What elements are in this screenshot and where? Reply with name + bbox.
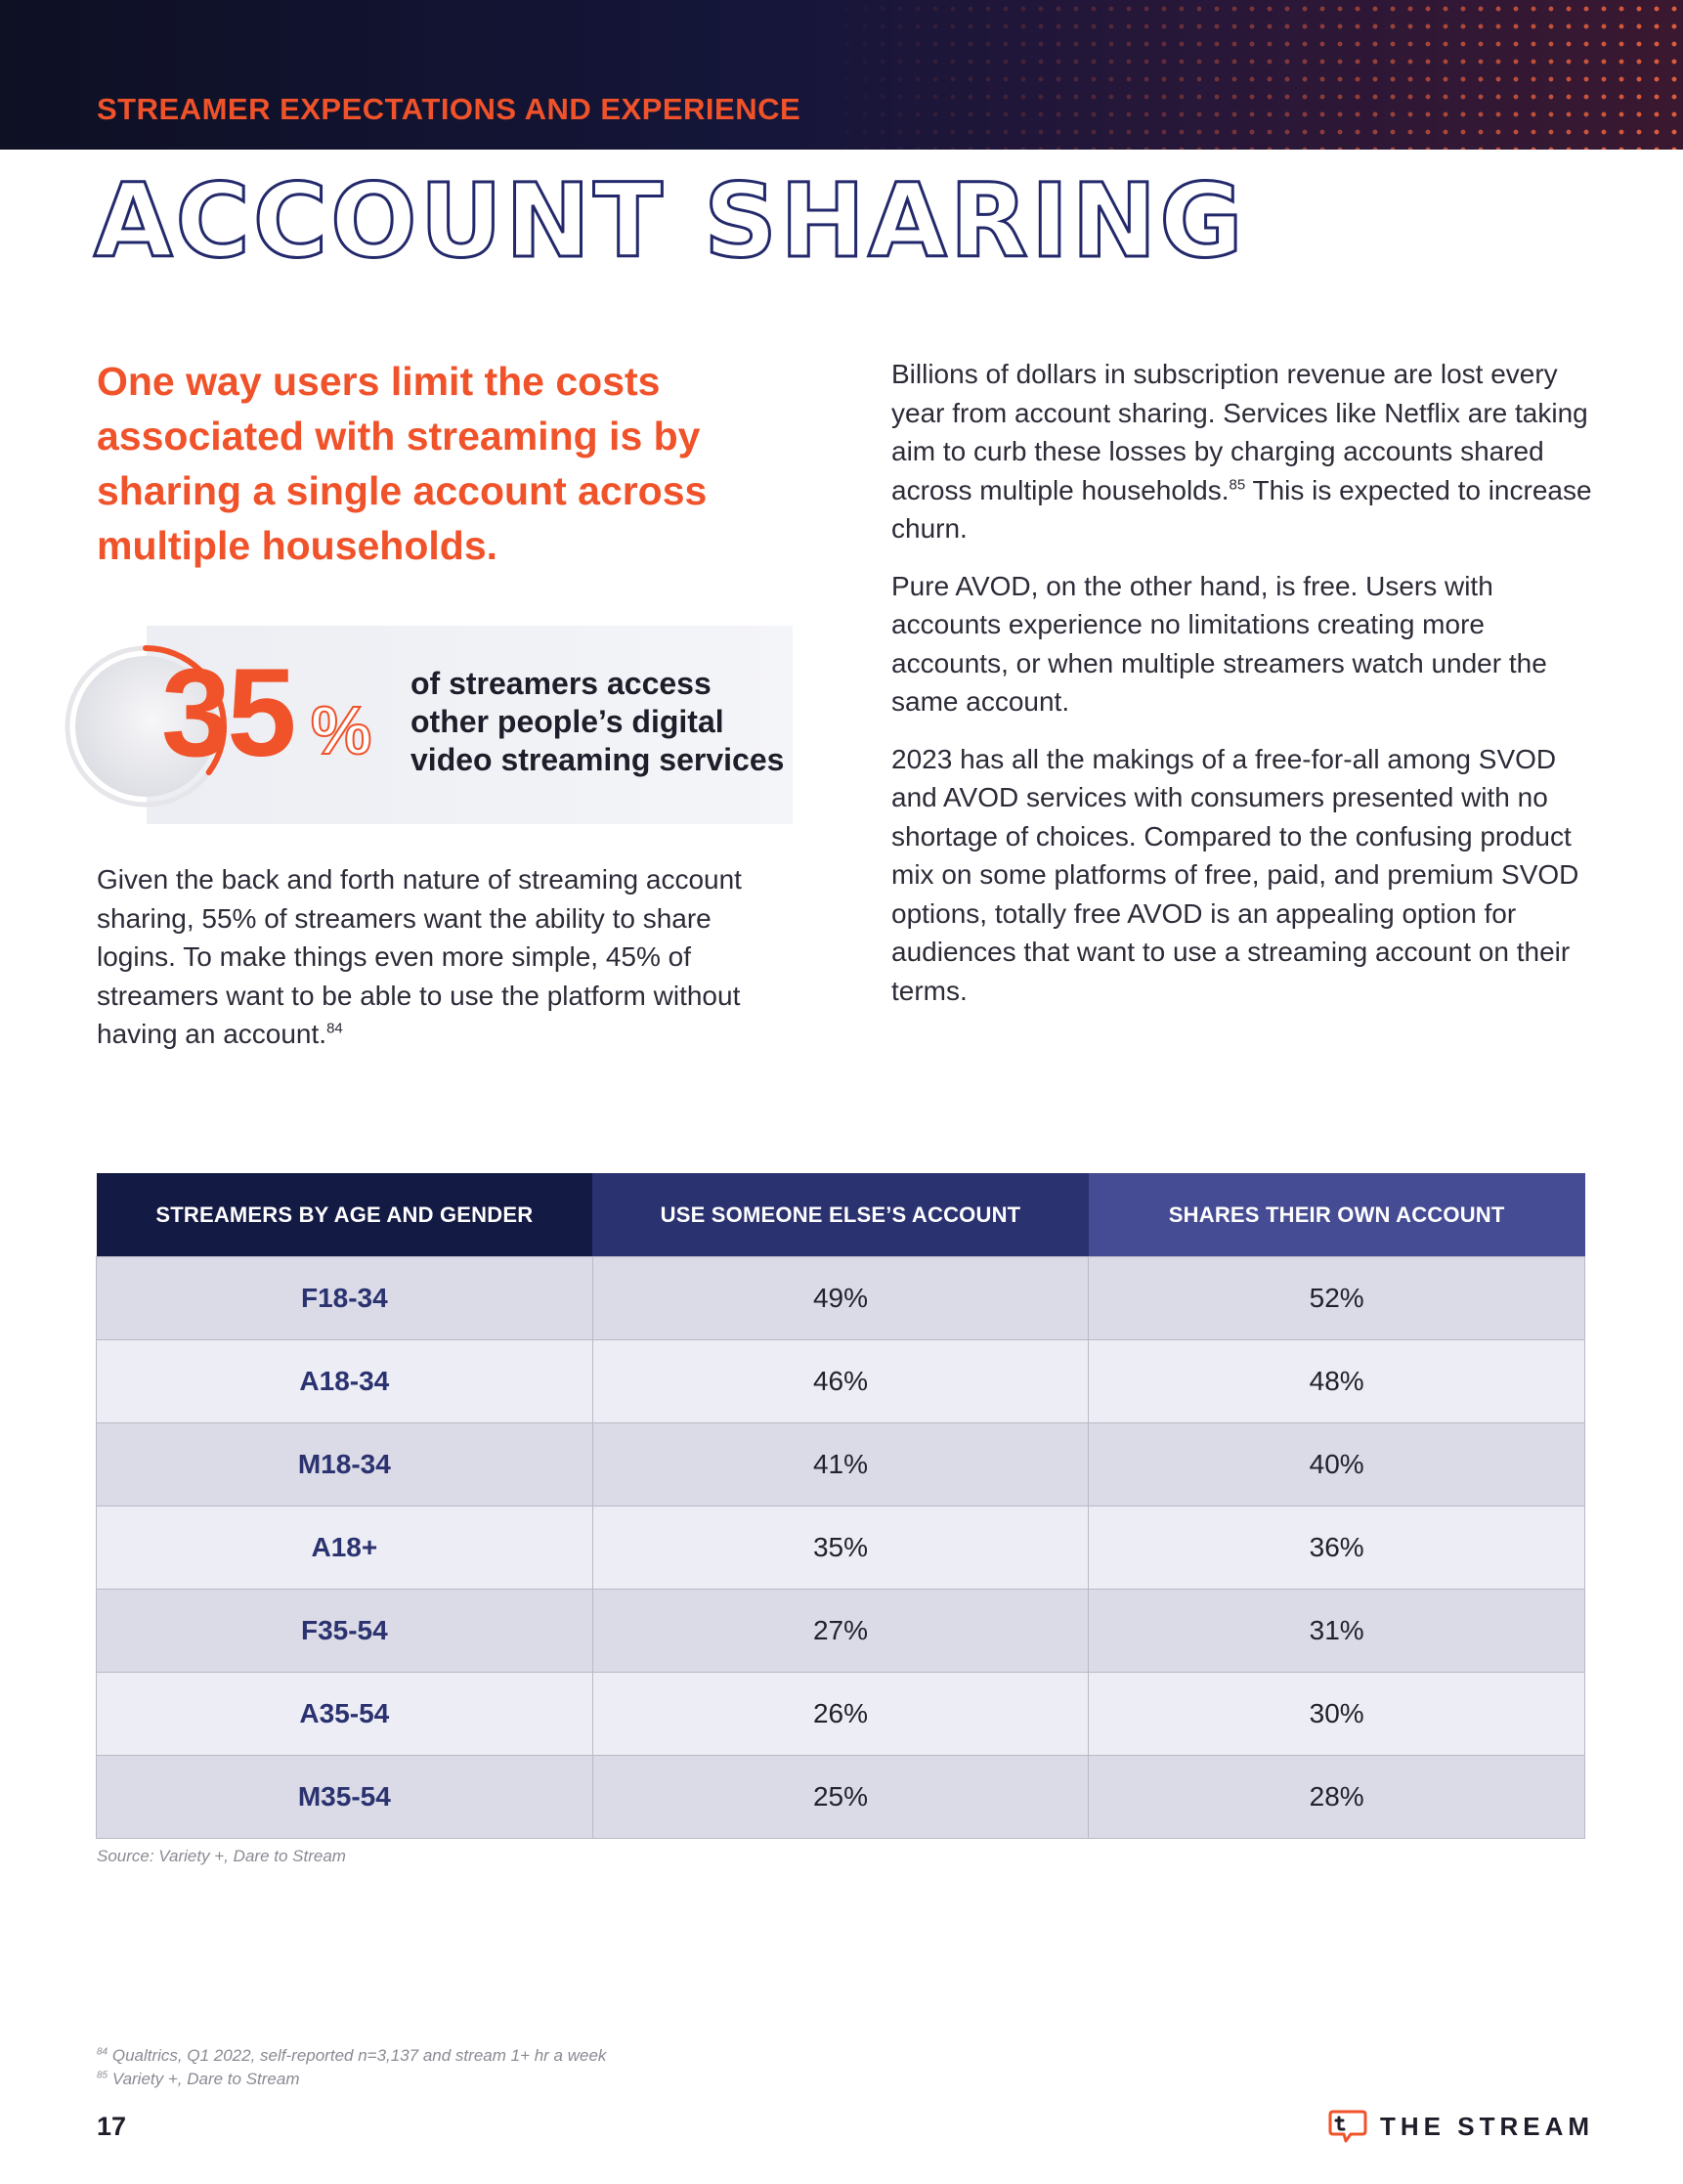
account-sharing-table bbox=[96, 1173, 1585, 1839]
page-number: 17 bbox=[97, 2112, 127, 2141]
table-row bbox=[97, 1423, 1585, 1507]
cell-shares-own: 28% bbox=[1089, 1756, 1585, 1839]
table-row bbox=[97, 1590, 1585, 1673]
body-paragraph-right-3: 2023 has all the makings of a free-for-all among SVOD and AVOD services with consumers presented with no shortage of choices. Compared to the confusing product mix on some platforms of free, paid, and premium SVOD options, totally free AVOD is an appealing option for audiences that want to use a streaming account on their terms. bbox=[891, 743, 1579, 1006]
table-row bbox=[97, 1340, 1585, 1423]
cell-use-someone-elses: 26% bbox=[592, 1673, 1089, 1756]
body-paragraph-right-2: Pure AVOD, on the other hand, is free. Users with accounts experience no limitations creating more accounts, or when multiple streamers watch under the same account. bbox=[891, 570, 1547, 717]
cell-use-someone-elses: 27% bbox=[592, 1590, 1089, 1673]
column-header-use-someone-elses: USE SOMEONE ELSE’S ACCOUNT bbox=[592, 1173, 1089, 1257]
brand-logo bbox=[1327, 2108, 1594, 2145]
body-paragraph-right-1 bbox=[891, 355, 1595, 548]
footnote-85 bbox=[97, 2068, 606, 2091]
footnote-number: 84 bbox=[97, 2046, 108, 2058]
dot-pattern-decoration bbox=[803, 0, 1683, 150]
brand-name: THE STREAM bbox=[1380, 2111, 1594, 2141]
footnote-ref-84: 84 bbox=[326, 1020, 343, 1037]
footnote-84 bbox=[97, 2044, 606, 2068]
stat-percent-sign: % bbox=[311, 692, 372, 768]
body-right-p1-text: Billions of dollars in subscription revenue are lost every year from account sharing. Services like Netflix are taking aim to curb these losses by charging accounts shared across multiple households. bbox=[891, 359, 1588, 505]
row-label: M35-54 bbox=[97, 1756, 593, 1839]
column-header-shares-own: SHARES THEIR OWN ACCOUNT bbox=[1089, 1173, 1585, 1257]
row-label: F18-34 bbox=[97, 1257, 593, 1340]
row-label: A18-34 bbox=[97, 1340, 593, 1423]
body-left-text: Given the back and forth nature of streaming account sharing, 55% of streamers want the ability to share logins. To make things even more simple, 45% of streamers want to be able to use the platform without having an account. bbox=[97, 864, 742, 1049]
row-label: F35-54 bbox=[97, 1590, 593, 1673]
table-row bbox=[97, 1756, 1585, 1839]
cell-use-someone-elses: 46% bbox=[592, 1340, 1089, 1423]
stat-description: of streamers access other people’s digital video streaming services bbox=[410, 666, 785, 777]
row-label: A35-54 bbox=[97, 1673, 593, 1756]
cell-shares-own: 48% bbox=[1089, 1340, 1585, 1423]
section-eyebrow: STREAMER EXPECTATIONS AND EXPERIENCE bbox=[97, 92, 801, 126]
table-header-row bbox=[97, 1173, 1585, 1257]
table-row bbox=[97, 1673, 1585, 1756]
stat-number: 35 bbox=[161, 643, 293, 783]
chat-bubble-logo-icon bbox=[1327, 2108, 1368, 2145]
cell-use-someone-elses: 49% bbox=[592, 1257, 1089, 1340]
cell-shares-own: 30% bbox=[1089, 1673, 1585, 1756]
cell-use-someone-elses: 41% bbox=[592, 1423, 1089, 1507]
body-paragraph-left bbox=[97, 860, 781, 1054]
page-title: ACCOUNT SHARING bbox=[94, 161, 1246, 281]
footnote-ref-85: 85 bbox=[1229, 476, 1246, 494]
table-source: Source: Variety +, Dare to Stream bbox=[97, 1847, 346, 1865]
cell-shares-own: 36% bbox=[1089, 1507, 1585, 1590]
footnote-number: 85 bbox=[97, 2070, 108, 2081]
header-band bbox=[0, 0, 1683, 150]
lead-statement: One way users limit the costs associated with streaming is by sharing a single account across multiple households. bbox=[97, 359, 708, 568]
row-label: M18-34 bbox=[97, 1423, 593, 1507]
row-label: A18+ bbox=[97, 1507, 593, 1590]
table-row bbox=[97, 1257, 1585, 1340]
footnote-text: Qualtrics, Q1 2022, self-reported n=3,137 and stream 1+ hr a week bbox=[111, 2046, 607, 2065]
column-header-demographic: STREAMERS BY AGE AND GENDER bbox=[97, 1173, 593, 1257]
table-row bbox=[97, 1507, 1585, 1590]
cell-shares-own: 40% bbox=[1089, 1423, 1585, 1507]
cell-use-someone-elses: 35% bbox=[592, 1507, 1089, 1590]
cell-shares-own: 52% bbox=[1089, 1257, 1585, 1340]
cell-shares-own: 31% bbox=[1089, 1590, 1585, 1673]
right-column bbox=[891, 355, 1595, 1028]
body-right-p1-tail: This is expected to increase churn. bbox=[891, 474, 1592, 544]
cell-use-someone-elses: 25% bbox=[592, 1756, 1089, 1839]
footnote-text: Variety +, Dare to Stream bbox=[111, 2070, 300, 2088]
footnotes bbox=[97, 2044, 606, 2091]
